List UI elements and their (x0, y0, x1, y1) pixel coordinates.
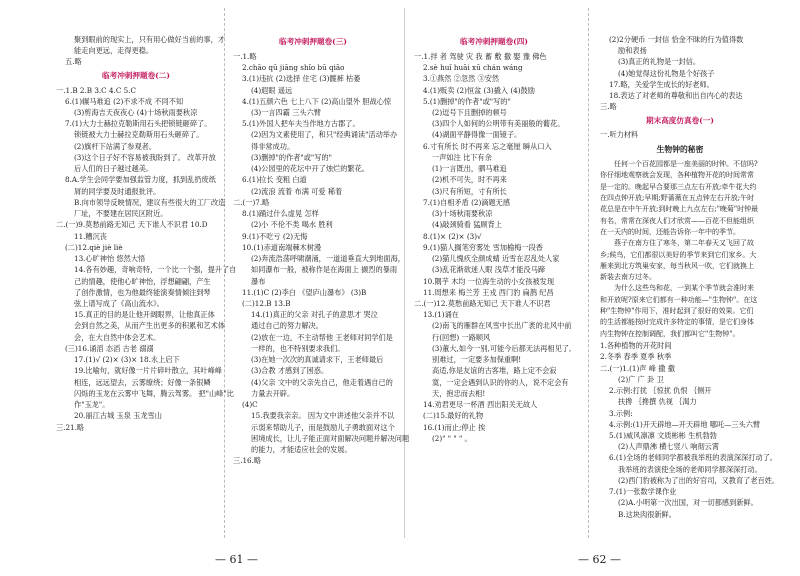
answer-line: (2)A.小明第一次出国，对一切都感到新鲜。 (618, 498, 758, 508)
answer-line: 13.心旷神怡 悠然大悟 (74, 254, 146, 264)
answer-line: (3)董大,如今一别,可能今后都无法再相见了, (432, 343, 572, 353)
answer-line: 作"玉龙"。 (74, 400, 110, 410)
answer-line: 1.各种植物的开花时间 (600, 341, 672, 351)
answer-line: 20.丽江古城 玉泉 玉龙雪山 (74, 411, 162, 421)
answer-line: 8.A.学生会同学要加强监管力度，抓到乱扔废纸 (65, 175, 216, 185)
answer-line: 锁链被大力士赫拉克勒斯用石头砸碎了。 (74, 130, 204, 140)
answer-line: 9.(1)不吃亏 (2)无悔 (242, 231, 308, 241)
answer-line: 11.糟沉丧 (74, 231, 107, 241)
answer-line: 三.略 (600, 102, 617, 112)
answer-line: 13.(1)诵在 (423, 310, 459, 320)
answer-line: 9.(1)猫人搁笔穷雾处 雪加榆梅一段香 (423, 242, 543, 252)
answer-line: (2)人声鼎沸 横七竖八 响彻云霄 (618, 442, 720, 452)
answer-line: (3)剪海吉天夜夜心 (4)十场秋雨要秋凉 (74, 108, 198, 118)
answer-line: 5.(1)威风凛凛 文质彬彬 生机勃勃 (609, 431, 717, 440)
answer-line: (2)猫儿愧疚全颜成蜻 近雪在忍乱处人家 (432, 254, 560, 264)
answer-line: 弦上谱写成了《高山流水》。 (74, 299, 164, 308)
answer-line: 8.(1)× (2)× (3)√ (423, 231, 482, 241)
answer-line: 别难过，一定要多加保重啊! (432, 355, 522, 365)
answer-line: 17.(1)√ (2)× (3)× 18.永上启下 (74, 355, 180, 365)
answer-line: (2)逗号下且删掉的顿号 (432, 108, 507, 118)
passage-paragraph: 任何一个百花园都是一座美丽的时钟。不信吗?你仔细地观察就会发现，各种植物开花的时间常常是一定的。晚起早合要那三点左右开放;牵牛花大约在四点钟开放;早期;野蔷薇在五点钟左右开放;午时花总是在中午开放;到时晚上九点左右;"晚菊"时钟最有名，常常在深夜人们才欣赏——百花不但能组织在一天内的时间，还能告诉你一年中的季节。 (600, 159, 759, 236)
section-heading: 临考冲刺押题卷(四) (460, 37, 528, 46)
answer-line: 4.示例:(1)开天辟地—开天辟地 哪吒—三头六臂 (609, 419, 761, 429)
answer-line: (2)流浪 流着 布满 可爱 稀着 (251, 186, 343, 196)
answer-line: (3)四个人如何的公明带有美丽般的葡花。 (432, 119, 565, 129)
answer-line: (2)机不可失，时不再来 (432, 175, 507, 185)
answer-line: 16.(1)而止;停止 挨 (423, 422, 486, 432)
answer-line: 6.寸有所长 时不再来 忘之毫厘 瞬从口入 (423, 141, 552, 151)
answer-line: 8.(1)踊过什么虚晃 怎样 (242, 209, 319, 219)
answer-line: 三.16.略 (233, 456, 262, 466)
page-number-left: — 61 — (215, 553, 258, 566)
answer-line: 二.(一)7.略 (233, 197, 270, 207)
answer-line: 闪烁的玉龙在云雾中飞舞，腾云驾雾。 把"山峰"比 (74, 388, 234, 398)
answer-line: (2)西门豹被称为了出的好官司，又教育了老百姓。 (618, 475, 780, 485)
answer-line: 15.我要我亲亲。 因为文中讲述他父亲并不以 (251, 411, 395, 421)
answer-line: 力量去开辟。 (251, 388, 295, 398)
passage-paragraph: 燕子在南方住了寒冬，第二年春天又飞回了故乡;候鸟，它们都很以美好的季节来到它们家乡。大雁来到北方筑巢安家，每当秋风一吹，它们就换上新装去南方过冬。 (600, 239, 757, 282)
answer-line: 得非常成功。 (251, 141, 295, 151)
answer-line: 通过自己的努力解决。 (251, 321, 323, 331)
answer-line: 一.1.拌 者 驾驶 灾 我 蓄 敷 撒 娶 豫 佛色 (414, 51, 547, 61)
answer-line: 励和表扬 (618, 46, 647, 56)
answer-line: (4)公园里的花坛中开了烛烂的繁花。 (251, 164, 369, 174)
page-number-right: — 62 — (578, 553, 621, 566)
answer-line: (2)" " " " 。 (432, 433, 472, 443)
answer-line: 14.劝君更尽一杯酒 西出阳关无故人 (423, 400, 538, 410)
answer-line: 高适,你是友谊的古客堆，路上定不会寂 (432, 366, 557, 376)
answer-column-4 (600, 34, 780, 520)
answer-line: 10.(1)赤道南端棘木树漫 (242, 242, 322, 252)
answer-line: (4)父亲 文中的父亲先自己，他走着遇自已的 (251, 377, 393, 387)
answer-line: 天，抱忠而去相! (432, 388, 486, 398)
answer-line: 行(回想) 一路顺风 (432, 332, 491, 342)
answer-line: 11.周想来 梅兰芳 王戎 西门豹 扁鹊 纪昌 (423, 287, 554, 297)
answer-line: (3)十场秋雨要秋凉 (432, 209, 493, 219)
answer-line: 厂址，不要建在居民区附近。 (74, 209, 168, 219)
answer-line: 屑的同学要及时通报批评。 (74, 186, 161, 196)
answer-line: 二.(一)12.莫愁前路无知己 天下谁人不识君 (414, 299, 551, 308)
answer-line: 3.①燕然 ②忽然 ③安然 (423, 74, 500, 84)
answer-line: (3)乱花渐欲迷人眼 浅草才能没马蹄 (432, 265, 546, 275)
answer-line: 一.听力材料 (600, 130, 639, 140)
answer-line: 7.(1)一张数学课作业 (609, 487, 677, 497)
answer-line: 2.冬季 春季 夏季 秋季 (600, 352, 672, 362)
answer-line: 7.(1)自相矛盾 (2)滴题无感 (423, 197, 511, 207)
answer-line: 如同瀑布一般，被称作是在海面上 撷烈的暴雨 (251, 265, 398, 275)
answer-line: 15.真正的目的是让他开阔眼界，让他真正体 (74, 310, 215, 320)
answer-line: 5.(1)删掉"的作者"或"写的" (423, 96, 511, 106)
answer-line: 相连，远远望去，云雾缭绕；好像一条银鳞 (74, 377, 211, 387)
answer-line: 6.(1)拉长 变粗 白道 (242, 175, 307, 185)
answer-line: 的能力，才能适应社会的发展。 (251, 445, 352, 455)
answer-line: (2)旗杆下站满了参观者。 (74, 141, 157, 151)
answer-line: 示弱来帮助儿子，而是鼓励儿子勇敢面对这个 (251, 422, 395, 432)
answer-line: (3)删掉"的作者"或"写的" (251, 152, 332, 162)
answer-line: 11.(1)C (2)李白 《望庐山瀑布》 (3)B (242, 287, 367, 297)
answer-line: 三.21.略 (56, 422, 85, 432)
answer-line: 4.(1)贩卖 (2)恒盆 (3)撬入 (4)鼓励 (423, 85, 535, 95)
answer-line: 7.(1)大力士赫拉克勒斯用石头把锁链砸碎了。 (65, 119, 212, 129)
section-heading: 期末高度仿真卷(一) (646, 115, 714, 125)
passage-title: 生物钟的秘密 (656, 144, 704, 154)
answer-line: (2)奔流浩荡呼啸潮涌，一道道垂直大到地面海， (251, 254, 405, 264)
answer-line: (4)她觉得这份礼物是个好孩子 (618, 68, 715, 78)
answer-line: 我举班的表演使全场的老师同学都深深打动。 (618, 464, 762, 474)
answer-line: 聚到眼前的现实上，只有用心做好当前的事，才 (74, 35, 225, 44)
answer-column-2 (233, 34, 410, 467)
section-heading: 临考冲刺押题卷(三) (279, 37, 347, 46)
answer-line: (3)合教 才感到了困惑。 (251, 366, 329, 376)
answer-line: 18.表达了对老师的尊敬和出自内心的表达 (609, 91, 743, 101)
answer-line: 二.(一)9.莫愁前路无知己 天下谁人不识君 10.D (56, 220, 208, 230)
answer-line: 2.示例:打扰 ｛惊扰 仇恨 ｛侧开 (609, 386, 712, 396)
answer-line: (4)敲颈骑看 猛顾背上 (432, 220, 502, 230)
answer-line: 5.(1)外国人把车夫当作地方古郡了。 (242, 119, 360, 129)
answer-line: 2.sè huǐ huāi xū chán wáng (423, 63, 523, 73)
answer-line: 14.各有妙趣，奇响奇特，一个比一个强，提升了自 (74, 265, 237, 275)
answer-line: 二.(一)1.(1)声 峰 撒 撒 (600, 363, 675, 373)
answer-line: 瀑布 (251, 276, 266, 286)
answer-line: 一.1.B 2.B 3.C 4.C 5.C (56, 85, 136, 95)
answer-line: 14.(1)真正的父亲 对孔子的意思才 哭泣 (251, 310, 378, 320)
answer-line: 17.略，关爱学生成长的好老师。 (609, 79, 714, 89)
answer-line: (2)放在一边，不主动帮他 王老师对同学们是 (251, 332, 393, 342)
answer-line: 6.(1)辗马难追 (2)不求不成 不同不知 (65, 96, 184, 106)
passage-paragraph: 为什么这些鸟和花，一到某个季节就会准时来和开放呢?原来它们都有一种功能—"生物钟"。在这种"生物钟"作用下，准时起到了很好的效果。它们的生活都能按时完成许多特定的事情，是它们身体内生物钟在控制调配，我们都叫它"生物钟"。 (600, 284, 758, 338)
answer-line: 了创作激情，也为他最终能演奏情倾注到琴 (74, 287, 211, 297)
answer-line: 2.chāo qū jiāng shǐo bū qiāo (242, 63, 345, 73)
answer-line: 3.(1)违抗 (2)选择 住宅 (3)髋裤 枯萎 (242, 74, 361, 84)
answer-line: (3)真正的礼物是一封信。 (618, 57, 701, 67)
answer-line: 会，在大自然中体会艺术。 (74, 332, 161, 342)
answer-line: (3)在她一次次的真诚请求下，王老师最后 (251, 355, 384, 365)
section-heading: 临考冲刺押题卷(二) (102, 70, 170, 80)
answer-line: B.向市领导反映情况，建议有些很大的工厂改造 (74, 197, 226, 207)
answer-line: (三)16.诵滔 态滔 古老 溺溺 (65, 343, 154, 353)
answer-line: (2)2分硬币 一封信 恰金不昧的行为值得数 (609, 35, 744, 44)
answer-line: 4.(1)五颜六色 七上八下 (2)高山望外 胆战心惊 (242, 96, 392, 106)
answer-line: 寞，一定会遇到认识的你的人，说不定会有 (432, 377, 569, 387)
answer-line: (3)这个日子好不容易被我盼到了。 改革开放 (74, 152, 216, 162)
answer-line: 一样的，也不特别要求我们。 (251, 343, 345, 353)
answer-line: 3.示例: (609, 408, 633, 418)
answer-line: 一.1.略 (233, 51, 257, 61)
answer-line: 会到自然之美，从而产生出更多的积累和艺术体 (74, 321, 225, 331)
answer-line: (1)一言既出，驷马难追 (432, 164, 507, 174)
answer-line: 6.(1)全场的老师同学都被我举班的表演深深打动了。 (609, 453, 777, 463)
answer-line: (2)小 不伦不类 喝水 胜利 (251, 220, 333, 230)
answer-line: (2)南飞的雁群在风雪中长出广袤的北风中前 (432, 321, 572, 331)
answer-column-1 (56, 34, 237, 433)
answer-line: (4)C (242, 400, 258, 410)
answer-line: (4)遐眼 遥远 (251, 85, 293, 95)
answer-line: 能走向更远，走得更稳。 (74, 46, 154, 56)
answer-line: 五.略 (65, 57, 82, 67)
answer-line: (二)12.B 13.B (242, 299, 291, 308)
answer-line: B.这块肉很新鲜。 (618, 509, 676, 519)
answer-line: (4)湖面平静得像一面镜子。 (432, 130, 522, 140)
answer-line: 困境成长，让儿子能正面对面解决问题并解决问题 (251, 433, 410, 443)
answer-line: (二)15.最好的礼物 (423, 411, 484, 421)
answer-line: (3)尺有所短，寸有所长 (432, 186, 507, 196)
answer-line: (2)因为文素使用了，和只"经典诵读"活动举办 (251, 130, 398, 140)
column-divider (588, 8, 589, 538)
answer-line: 一声如注 比下有余 (432, 152, 492, 162)
answer-line: 19.比喻句，就好像一片片碎叶散立，其叶峰峰 (74, 366, 222, 376)
answer-line: 扶搀 ｛搀撰 仇视 ｛渴力 (618, 397, 697, 407)
answer-line: (二)12.qiè jiè liè (65, 242, 123, 252)
page-fold-divider (404, 8, 405, 538)
answer-line: 己的情趣，使他心旷神怡，浮想翩翩，产生 (74, 276, 211, 286)
answer-line: (2)广 广 卦 卫 (618, 374, 664, 384)
answer-line: (3)一言四霸 三头六臂 (251, 108, 321, 118)
answer-column-3 (414, 34, 574, 444)
answer-line: 后人们的日子越过越美。 (74, 164, 154, 174)
answer-line: 10.隅芋 木均 一位海生动的小女孩被发现 (423, 276, 555, 286)
